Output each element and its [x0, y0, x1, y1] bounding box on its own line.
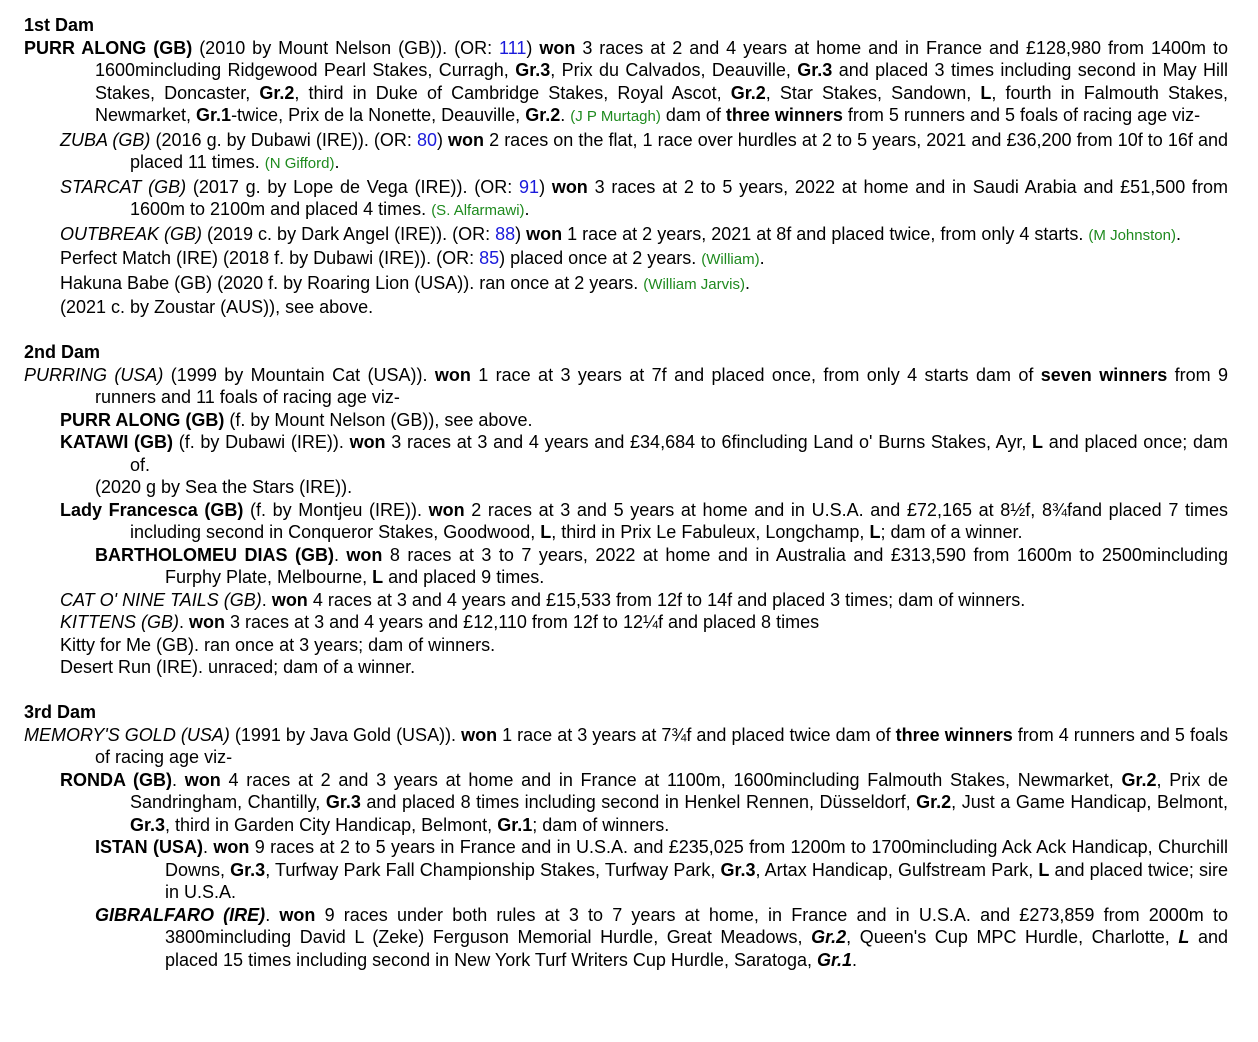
text-run: , Artax Handicap, Gulfstream Park, [755, 859, 1039, 880]
pedigree-entry [60, 656, 1228, 679]
text-run: , Prix de Sandringham, Chantilly, [130, 769, 1228, 812]
text-run: CAT O' NINE TAILS (GB) [60, 589, 262, 610]
text-run: won [184, 769, 221, 790]
text-run: , third in Prix Le Fabuleux, Longchamp, [551, 522, 870, 542]
text-run: . [1175, 223, 1181, 244]
text-run: Gr.2 [1121, 769, 1157, 790]
pedigree-entry [60, 589, 1228, 612]
text-run: 2 races on the flat, 1 race over hurdles at 2 to 5 years, 2021 and £36,200 from 10f to 16f and placed 11 times. [130, 129, 1228, 172]
text-run: (2016 g. by Dubawi (IRE)). (OR: [150, 129, 417, 150]
text-run: (2010 by Mount Nelson (GB)). (OR: [192, 37, 500, 58]
text-run: and placed once; dam of. [130, 432, 1228, 475]
pedigree-entry [60, 409, 1228, 432]
text-run: ) [539, 176, 552, 197]
text-run: . [334, 152, 340, 172]
text-run: 3 races at 2 and 4 years at home and in France and £128,980 from 1400m to 1600mincluding Ridgewood Pearl Stakes, Curragh, [95, 37, 1228, 80]
text-run: STARCAT (GB) [60, 176, 187, 197]
text-run: GIBRALFARO (IRE) [95, 904, 266, 925]
pedigree-entry [95, 836, 1228, 904]
text-run: Gr.3 [230, 859, 266, 880]
pedigree-entry [60, 769, 1228, 837]
trainer-name: (M Johnston) [1088, 226, 1176, 244]
official-rating: 111 [499, 37, 527, 58]
text-run: L [980, 82, 992, 103]
text-run: ; dam of winners. [532, 814, 670, 835]
pedigree-entry [60, 272, 1228, 297]
text-run: ; dam of a winner. [880, 522, 1023, 542]
text-run: won [428, 499, 465, 520]
text-run: (1999 by Mountain Cat (USA)). [163, 364, 435, 385]
text-run: won [448, 129, 485, 150]
trainer-name: (William) [701, 251, 760, 268]
text-run: , Turfway Park Fall Championship Stakes, Turfway Park, [265, 859, 721, 880]
text-run: ) [436, 129, 449, 150]
text-run: , Just a Game Handicap, Belmont, [951, 792, 1228, 812]
text-run: . [744, 272, 750, 293]
section-title: 2nd Dam [24, 342, 101, 362]
text-run: Hakuna Babe (GB) (2020 f. by Roaring Lion (USA)). ran once at 2 years. [60, 272, 644, 293]
text-run: BARTHOLOMEU DIAS (GB) [95, 544, 334, 565]
text-run: three winners [895, 724, 1013, 745]
text-run: ZUBA (GB) [60, 129, 151, 150]
text-run: won [539, 37, 576, 58]
text-run: 1 race at 2 years, 2021 at 8f and placed twice, from only 4 starts. [562, 223, 1089, 244]
text-run: 3 races at 2 to 5 years, 2022 at home and in Saudi Arabia and £51,500 from 1600m to 2100m and placed 4 times. [130, 176, 1228, 219]
text-run: Perfect Match (IRE) (2018 f. by Dubawi (IRE)). (OR: [60, 248, 480, 268]
section-spacer [24, 679, 1228, 702]
text-run: three winners [725, 105, 843, 125]
text-run: L [540, 522, 552, 542]
text-run: Kitty for Me (GB). ran once at 3 years; dam of winners. [60, 634, 496, 655]
text-run: 4 races at 3 and 4 years and £15,533 from 12f to 14f and placed 3 times; dam of winners. [307, 589, 1026, 610]
text-run: Gr.1 [196, 105, 232, 125]
text-run: (2019 c. by Dark Angel (IRE)). (OR: [202, 223, 496, 244]
trainer-name: (S. Alfarmawi) [431, 202, 525, 219]
text-run: dam of [660, 105, 726, 125]
text-run: 9 races under both rules at 3 to 7 years at home, in France and in U.S.A. and £273,859 from 2000m to 3800mincluding David L (Zeke) Ferguson Memorial Hurdle, Great Meadows, [165, 904, 1228, 947]
section-spacer [24, 319, 1228, 342]
pedigree-entry [60, 296, 1228, 319]
text-run: L [1038, 859, 1050, 880]
text-run: (2017 g. by Lope de Vega (IRE)). (OR: [186, 176, 520, 197]
text-run: PURR ALONG (GB) [60, 409, 225, 430]
text-run: and placed twice; sire in U.S.A. [165, 859, 1228, 902]
text-run: (1991 by Java Gold (USA)). [229, 724, 462, 745]
text-run: , fourth in Falmouth Stakes, Newmarket, [95, 82, 1228, 125]
pedigree-entry [60, 176, 1228, 223]
pedigree-entry [60, 129, 1228, 176]
text-run: 1 race at 3 years at 7¾f and placed twice dam of [497, 724, 896, 745]
text-run: . [560, 105, 571, 125]
text-run: . [179, 612, 190, 632]
text-run: won [189, 612, 226, 632]
text-run: won [349, 432, 386, 452]
text-run: Gr.2 [525, 105, 561, 125]
text-run: , Queen's Cup MPC Hurdle, Charlotte, [846, 927, 1179, 947]
text-run: won [461, 724, 498, 745]
text-run: -twice, Prix de la Nonette, Deauville, [231, 105, 526, 125]
text-run: from 5 runners and 5 foals of racing age viz- [842, 105, 1201, 125]
text-run: won [213, 837, 250, 857]
text-run: and placed 3 times including second in May Hill Stakes, Doncaster, [95, 60, 1229, 103]
section-title: 3rd Dam [24, 702, 97, 722]
text-run: (f. by Mount Nelson (GB)), see above. [224, 409, 533, 430]
text-run: 9 races at 2 to 5 years in France and in U.S.A. and £235,025 from 1200m to 1700mincluding Ack Ack Handicap, Churchill Downs, [165, 837, 1228, 880]
text-run: L [372, 567, 384, 587]
text-run: Lady Francesca (GB) [60, 499, 244, 520]
text-run: ISTAN (USA) [95, 837, 204, 857]
text-run: . [261, 589, 272, 610]
text-run: Gr.1 [817, 949, 853, 970]
text-run: Desert Run (IRE). unraced; dam of a winner. [60, 657, 416, 677]
text-run: ) placed once at 2 years. [499, 248, 702, 268]
trainer-name: (N Gifford) [264, 155, 335, 172]
pedigree-entry [95, 544, 1228, 589]
text-run: 3 races at 3 and 4 years and £12,110 from 12f to 12¼f and placed 8 times [225, 612, 820, 632]
text-run: (f. by Dubawi (IRE)). [173, 432, 350, 452]
text-run: PURR ALONG (GB) [24, 37, 193, 58]
text-run: . [852, 949, 858, 970]
pedigree-entry [60, 634, 1228, 657]
text-run: KITTENS (GB) [60, 612, 180, 632]
text-run: MEMORY'S GOLD (USA) [24, 724, 230, 745]
text-run: OUTBREAK (GB) [60, 223, 203, 244]
text-run: and placed 9 times. [383, 567, 545, 587]
text-run: , Prix du Calvados, Deauville, [550, 60, 798, 80]
text-run: . [203, 837, 214, 857]
text-run: won [271, 589, 308, 610]
official-rating: 91 [519, 176, 540, 197]
text-run: . [524, 199, 530, 219]
pedigree-entry [60, 611, 1228, 634]
text-run: won [551, 176, 588, 197]
text-run: KATAWI (GB) [60, 432, 174, 452]
text-run: from 4 runners and 5 foals of racing age viz- [95, 724, 1228, 767]
pedigree-entry [95, 476, 1228, 499]
trainer-name: (J P Murtagh) [570, 108, 661, 125]
pedigree-entry [60, 431, 1228, 476]
text-run: Gr.2 [259, 82, 295, 103]
text-run: Gr.3 [515, 60, 551, 80]
text-run: (2021 c. by Zoustar (AUS)), see above. [60, 297, 374, 317]
text-run: seven winners [1040, 364, 1168, 385]
text-run: and placed 8 times including second in Henkel Rennen, Düsseldorf, [360, 792, 917, 812]
trainer-name: (William Jarvis) [643, 275, 745, 293]
pedigree-entry [95, 904, 1228, 972]
official-rating: 80 [416, 129, 437, 150]
text-run: from 9 runners and 11 foals of racing age viz- [95, 364, 1229, 407]
text-run: 8 races at 3 to 7 years, 2022 at home and in Australia and £313,590 from 1600m to 2500mincluding Furphy Plate, Melbourne, [165, 544, 1228, 587]
text-run: 4 races at 2 and 3 years at home and in France at 1100m, 1600mincluding Falmouth Stakes, Newmarket, [220, 769, 1122, 790]
text-run: , third in Duke of Cambridge Stakes, Royal Ascot, [294, 82, 731, 103]
text-run: Gr.3 [325, 792, 361, 812]
official-rating: 85 [479, 248, 500, 268]
text-run: , Star Stakes, Sandown, [765, 82, 981, 103]
text-run: 2 races at 3 and 5 years at home and in U.S.A. and £72,165 at 8½f, 8¾fand placed 7 times including second in Conqueror Stakes, Goodwood, [130, 499, 1228, 542]
text-run: Gr.3 [130, 814, 166, 835]
text-run: 1 race at 3 years at 7f and placed once, from only 4 starts dam of [470, 364, 1041, 385]
text-run: (2020 g by Sea the Stars (IRE)). [95, 477, 353, 497]
text-run: and placed 15 times including second in New York Turf Writers Cup Hurdle, Saratoga, [165, 927, 1228, 970]
text-run: won [434, 364, 471, 385]
text-run: won [526, 223, 563, 244]
section-title: 1st Dam [24, 15, 95, 35]
text-run: , third in Garden City Handicap, Belmont, [165, 814, 498, 835]
pedigree-entry [24, 37, 1228, 129]
text-run: Gr.2 [916, 792, 952, 812]
text-run: L [1178, 927, 1190, 947]
text-run: Gr.3 [797, 60, 833, 80]
text-run: won [346, 544, 383, 565]
text-run: Gr.2 [730, 82, 766, 103]
text-run: Gr.3 [720, 859, 756, 880]
text-run: L [1032, 432, 1044, 452]
official-rating: 88 [495, 223, 516, 244]
text-run: . [172, 769, 185, 790]
text-run: (f. by Montjeu (IRE)). [243, 499, 429, 520]
text-run: won [279, 904, 316, 925]
text-run: ) [515, 223, 527, 244]
text-run: RONDA (GB) [60, 769, 173, 790]
pedigree-entry [24, 724, 1228, 769]
text-run: Gr.1 [497, 814, 533, 835]
text-run: L [869, 522, 881, 542]
text-run: Gr.2 [811, 927, 847, 947]
text-run: . [333, 544, 347, 565]
pedigree-entry [24, 364, 1228, 409]
pedigree-entry [60, 247, 1228, 272]
text-run: ) [526, 37, 540, 58]
text-run: PURRING (USA) [24, 364, 164, 385]
text-run: . [265, 904, 280, 925]
pedigree-entry [60, 223, 1228, 248]
pedigree-entry [60, 499, 1228, 544]
text-run: . [759, 248, 765, 268]
text-run: 3 races at 3 and 4 years and £34,684 to 6fincluding Land o' Burns Stakes, Ayr, [385, 432, 1033, 452]
